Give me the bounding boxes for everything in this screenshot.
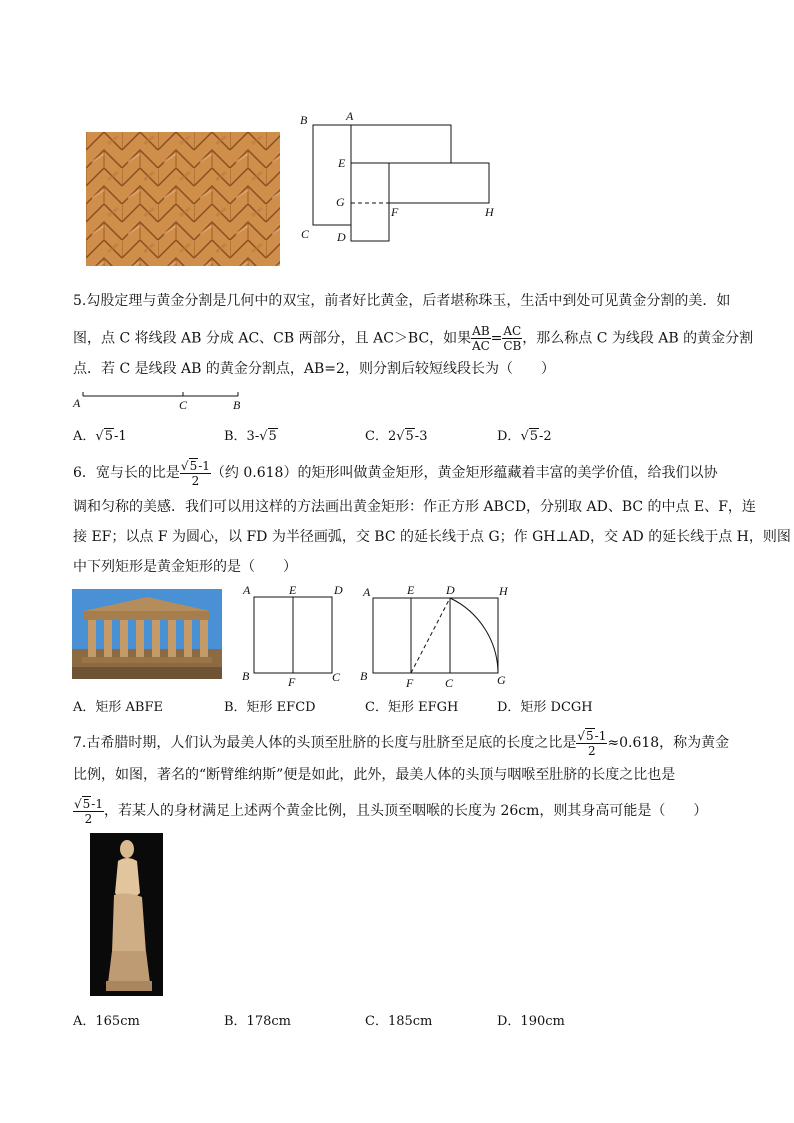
label-H: H bbox=[485, 205, 494, 219]
square-abcd-figure bbox=[240, 580, 350, 690]
gold-label-E: E bbox=[407, 583, 415, 597]
gold-label-H: H bbox=[499, 584, 508, 598]
segment-ab-figure bbox=[70, 388, 250, 412]
q5-fraction-ab-ac: $\frac{AB}{AC}$ bbox=[471, 324, 490, 353]
gold-label-B: B bbox=[360, 669, 368, 683]
parquet-floor-image bbox=[86, 132, 280, 266]
q7-line1 bbox=[73, 728, 729, 758]
q6-pre: 6．宽与长的比是 bbox=[73, 465, 180, 481]
q5-line2-b: ，那么称点 C 为线段 AB 的黄金分割 bbox=[522, 330, 754, 347]
q6-line1 bbox=[73, 458, 717, 488]
venus-de-milo-image bbox=[90, 833, 163, 996]
sq-label-B: B bbox=[242, 669, 250, 683]
label-G: G bbox=[336, 195, 345, 209]
q7-option-a[interactable]: A．165cm bbox=[73, 1014, 140, 1029]
q7-fraction-golden-2: $\frac{√5-1}{2}$ bbox=[74, 797, 103, 826]
gold-label-A: A bbox=[363, 585, 371, 599]
q5-line1: 5.勾股定理与黄金分割是几何中的双宝，前者好比黄金，后者堪称珠玉，生活中到处可见黄金分割的美．如 bbox=[73, 293, 731, 309]
gold-label-G: G bbox=[497, 673, 506, 687]
golden-rectangle-construction-figure bbox=[296, 108, 506, 248]
q7-line2: 比例，如图，著名的“断臂维纳斯”便是如此，此外，最美人体的头顶与咽喉至肚脐的长度之比也是 bbox=[73, 767, 676, 783]
q5-option-a[interactable]: A．√5-1 bbox=[73, 429, 127, 444]
segment-label-A: A bbox=[73, 396, 81, 410]
q7-line3-text: ，若某人的身材满足上述两个黄金比例，且头顶至咽喉的长度为 26cm，则其身高可能是（ ） bbox=[104, 803, 708, 819]
q6-option-b[interactable]: B．矩形 EFCD bbox=[224, 700, 316, 715]
gold-label-F: F bbox=[406, 676, 414, 690]
q6-line3: 接 EF；以点 F 为圆心，以 FD 为半径画弧，交 BC 的延长线于点 G；作 GH⊥AD，交 AD 的延长线于点 H，则图 bbox=[73, 529, 791, 545]
q7-option-c[interactable]: C．185cm bbox=[365, 1014, 433, 1029]
q6-option-c[interactable]: C．矩形 EFGH bbox=[365, 700, 459, 715]
q7-post: ≈0.618，称为黄金 bbox=[607, 735, 730, 751]
label-F: F bbox=[391, 205, 399, 219]
q5-fraction-ac-cb: $\frac{AC}{CB}$ bbox=[503, 324, 522, 353]
sq-label-D: D bbox=[334, 583, 343, 597]
sq-label-E: E bbox=[289, 583, 297, 597]
gold-label-D: D bbox=[446, 583, 455, 597]
q5-line2-a: 图，点 C 将线段 AB 分成 AC、CB 两部分，且 AC＞BC，如果 bbox=[73, 330, 472, 347]
label-A: A bbox=[346, 109, 354, 123]
q6-fraction-golden: $\frac{√5-1}{2}$ bbox=[180, 459, 210, 488]
label-D: D bbox=[337, 230, 346, 244]
q7-line3 bbox=[73, 796, 707, 826]
q5-option-c[interactable]: C．2√5-3 bbox=[365, 429, 428, 444]
q5-option-d[interactable]: D．√5-2 bbox=[497, 429, 552, 444]
sq-label-C: C bbox=[332, 670, 341, 684]
segment-label-B: B bbox=[233, 398, 241, 412]
gold-label-C: C bbox=[445, 676, 454, 690]
label-C: C bbox=[301, 227, 310, 241]
q5-line3: 点．若 C 是线段 AB 的黄金分割点，AB=2，则分割后较短线段长为（ ） bbox=[73, 361, 555, 377]
q6-line2: 调和匀称的美感．我们可以用这样的方法画出黄金矩形：作正方形 ABCD，分别取 AD、BC 的中点 E、F，连 bbox=[73, 499, 756, 515]
sq-label-F: F bbox=[288, 675, 296, 689]
q6-option-d[interactable]: D．矩形 DCGH bbox=[497, 700, 593, 715]
q7-option-b[interactable]: B．178cm bbox=[224, 1014, 291, 1029]
q5-equals: = bbox=[490, 330, 503, 347]
q5-option-b[interactable]: B．3-√5 bbox=[224, 429, 277, 444]
segment-label-C: C bbox=[179, 398, 188, 412]
q7-fraction-golden: $\frac{√5-1}{2}$ bbox=[577, 729, 607, 758]
q6-line4: 中下列矩形是黄金矩形的是（ ） bbox=[73, 559, 297, 575]
q7-option-d[interactable]: D．190cm bbox=[497, 1014, 565, 1029]
golden-rectangle-figure bbox=[358, 580, 518, 692]
q6-post: （约 0.618）的矩形叫做黄金矩形，黄金矩形蕴藏着丰富的美学价值，给我们以协 bbox=[210, 465, 718, 481]
sq-label-A: A bbox=[243, 583, 251, 597]
q7-pre: 7.古希腊时期，人们认为最美人体的头顶至肚脐的长度与肚脐至足底的长度之比是 bbox=[73, 735, 577, 751]
label-E: E bbox=[338, 156, 346, 170]
label-B: B bbox=[300, 113, 308, 127]
q6-option-a[interactable]: A．矩形 ABFE bbox=[73, 700, 163, 715]
parthenon-image bbox=[72, 589, 222, 679]
q5-line2 bbox=[73, 324, 753, 353]
